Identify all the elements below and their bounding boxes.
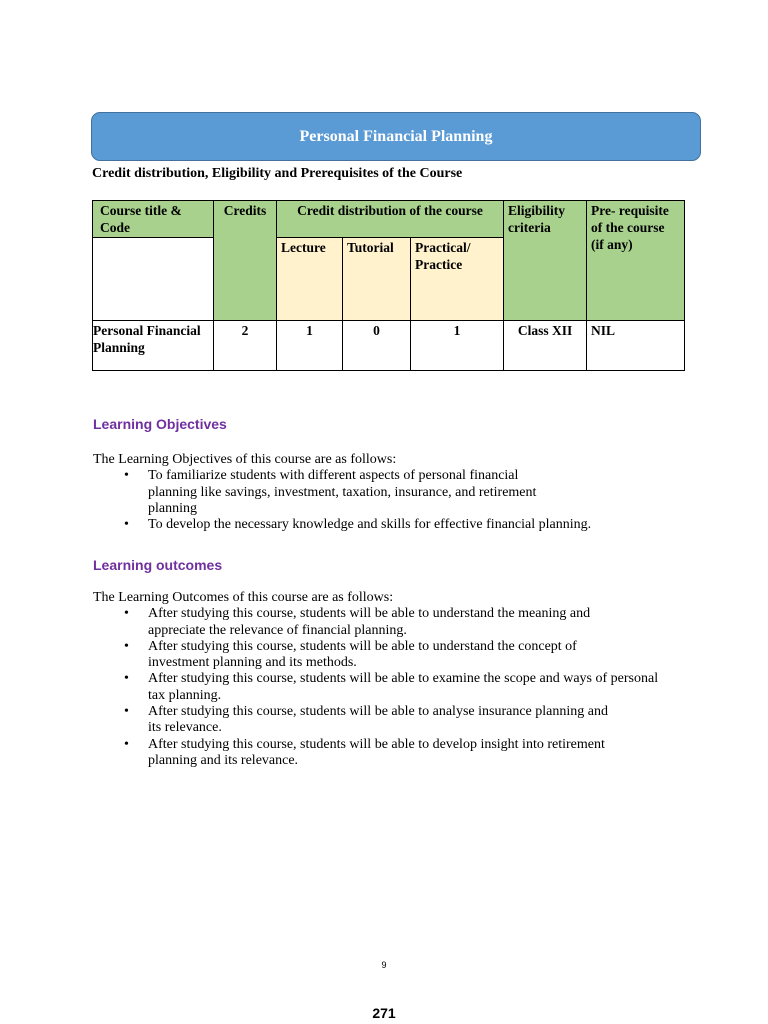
cell-tutorial: 0	[343, 321, 411, 371]
header-credit-distribution: Credit distribution of the course	[277, 201, 504, 238]
header-course-title-blank	[93, 238, 214, 321]
list-item: • To develop the necessary knowledge and skills for effective financial planning.	[93, 517, 653, 533]
list-item: • After studying this course, students will be able to understand the meaning and appreciate the relevance of financial planning.	[93, 606, 665, 639]
header-lecture: Lecture	[277, 238, 343, 321]
section-subheading: Credit distribution, Eligibility and Prerequisites of the Course	[92, 166, 463, 181]
credit-distribution-table	[92, 200, 685, 371]
banner-title: Personal Financial Planning	[299, 127, 493, 145]
objectives-list	[93, 468, 653, 533]
cell-prerequisite: NIL	[587, 321, 685, 371]
list-item: • After studying this course, students will be able to develop insight into retirement planning and its relevance.	[93, 737, 665, 770]
header-tutorial: Tutorial	[343, 238, 411, 321]
cell-credits: 2	[214, 321, 277, 371]
header-credits: Credits	[214, 201, 277, 321]
page-number-large: 271	[372, 1005, 396, 1021]
course-title-banner	[91, 112, 701, 161]
learning-outcomes-heading: Learning outcomes	[93, 557, 223, 573]
objectives-intro: The Learning Objectives of this course are as follows:	[93, 452, 397, 467]
header-practical: Practical/ Practice	[411, 238, 504, 321]
cell-practical: 1	[411, 321, 504, 371]
learning-objectives-body	[93, 452, 653, 533]
list-item: • After studying this course, students will be able to understand the concept of investment planning and its methods.	[93, 639, 665, 672]
learning-outcomes-body	[93, 590, 665, 769]
header-eligibility: Eligibility criteria	[504, 201, 587, 321]
page-number-small: 9	[381, 960, 387, 970]
cell-eligibility: Class XII	[504, 321, 587, 371]
list-item: • After studying this course, students will be able to analyse insurance planning and its relevance.	[93, 704, 665, 737]
list-item: • To familiarize students with different aspects of personal financial planning like savings, investment, taxation, insurance, and retirement planning	[93, 468, 653, 517]
list-item: • After studying this course, students will be able to examine the scope and ways of personal tax planning.	[93, 671, 665, 704]
cell-lecture: 1	[277, 321, 343, 371]
cell-course: Personal Financial Planning	[93, 321, 214, 371]
learning-objectives-heading: Learning Objectives	[93, 416, 227, 432]
outcomes-list	[93, 606, 665, 769]
outcomes-intro: The Learning Outcomes of this course are as follows:	[93, 590, 394, 605]
header-prerequisite: Pre- requisite of the course (if any)	[587, 201, 685, 321]
header-course-title: Course title & Code	[93, 201, 214, 238]
